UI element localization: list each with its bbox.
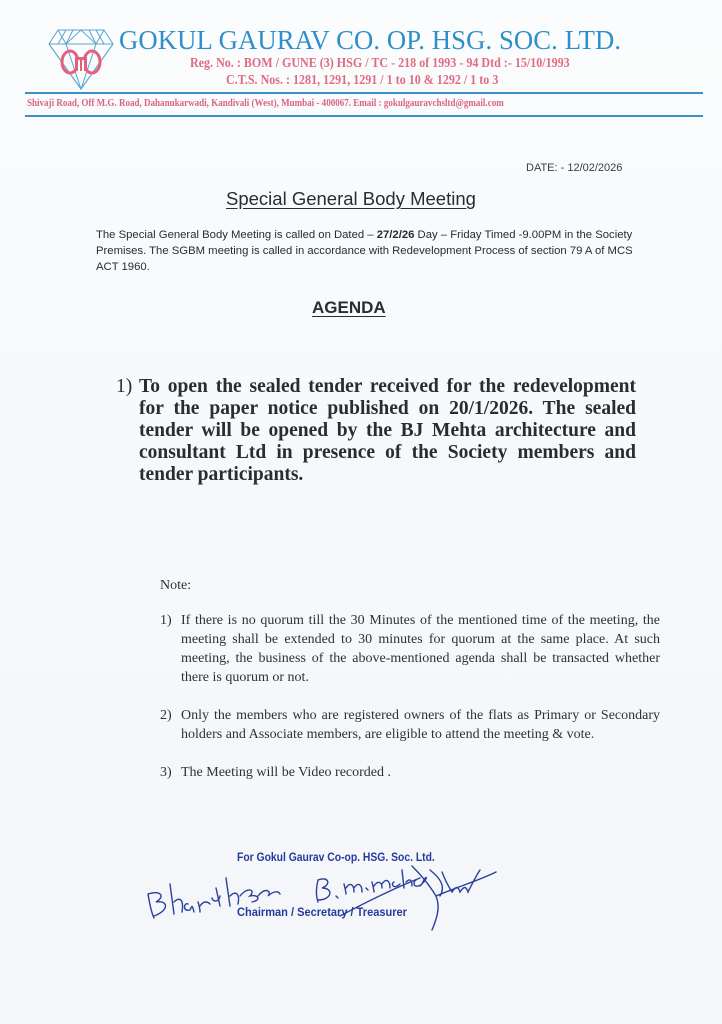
note-number: 2) [160,708,172,723]
cts-numbers: C.T.S. Nos. : 1281, 1291, 1291 / 1 to 10 & 1292 / 1 to 3 [226,73,499,88]
note-number: 1) [160,613,172,628]
signatory-designations: Chairman / Secretary / Treasurer [237,905,407,919]
note-text: The Meeting will be Video recorded . [181,765,391,780]
intro-text-pre: The Special General Body Meeting is called on Dated – [96,229,377,241]
letterhead-divider-bottom [25,115,703,117]
org-name: GOKUL GAURAV CO. OP. HSG. SOC. LTD. [119,24,622,55]
note-text: Only the members who are registered owners of the flats as Primary or Secondary holders and Associate members, are eligible to attend the meeting & vote. [181,708,660,742]
for-organization-stamp: For Gokul Gaurav Co-op. HSG. Soc. Ltd. [237,852,435,864]
registration-number: Reg. No. : BOM / GUNE (3) HSG / TC - 218 of 1993 - 94 Dtd :- 15/10/1993 [190,56,570,71]
notice-date: DATE: - 12/02/2026 [526,162,623,174]
letterhead-divider-top [25,92,703,94]
intro-text-post: Day – Friday Timed -9.00PM in the Society Premises. The SGBM meeting is called in accordance with Redevelopment Process of section 79 A of MCS ACT 1960. [96,229,633,273]
address-line: Shivaji Road, Off M.G. Road, Dahanukarwadi, Kandivali (West), Mumbai - 400067. Email : gokulgauravchsltd@gmail.com [27,97,504,109]
note-item [160,763,660,782]
meeting-date: 27/2/26 [376,229,415,241]
note-item [160,611,660,687]
note-item [160,706,660,744]
note-text: If there is no quorum till the 30 Minutes of the mentioned time of the meeting, the meeting shall be extended to 30 minutes for quorum at the same place. At such meeting, the business of the above-mentioned agenda shall be transacted whether there is quorum or not. [181,613,660,685]
meeting-intro [96,227,656,275]
agenda-item-text: To open the sealed tender received for the redevelopment for the paper notice published on 20/1/2026. The sealed tender will be opened by the BJ Mehta architecture and consultant Ltd in presence of the Society members and tender participants. [139,376,636,485]
agenda-item-number: 1) [116,376,133,397]
note-number: 3) [160,765,172,780]
diamond-logo-icon [48,28,114,90]
meeting-title: Special General Body Meeting [226,188,476,209]
handwritten-signatures [140,856,500,936]
note-label: Note: [160,578,192,593]
note-list [160,611,660,801]
agenda-item [116,376,636,486]
agenda-heading: AGENDA [312,298,386,317]
